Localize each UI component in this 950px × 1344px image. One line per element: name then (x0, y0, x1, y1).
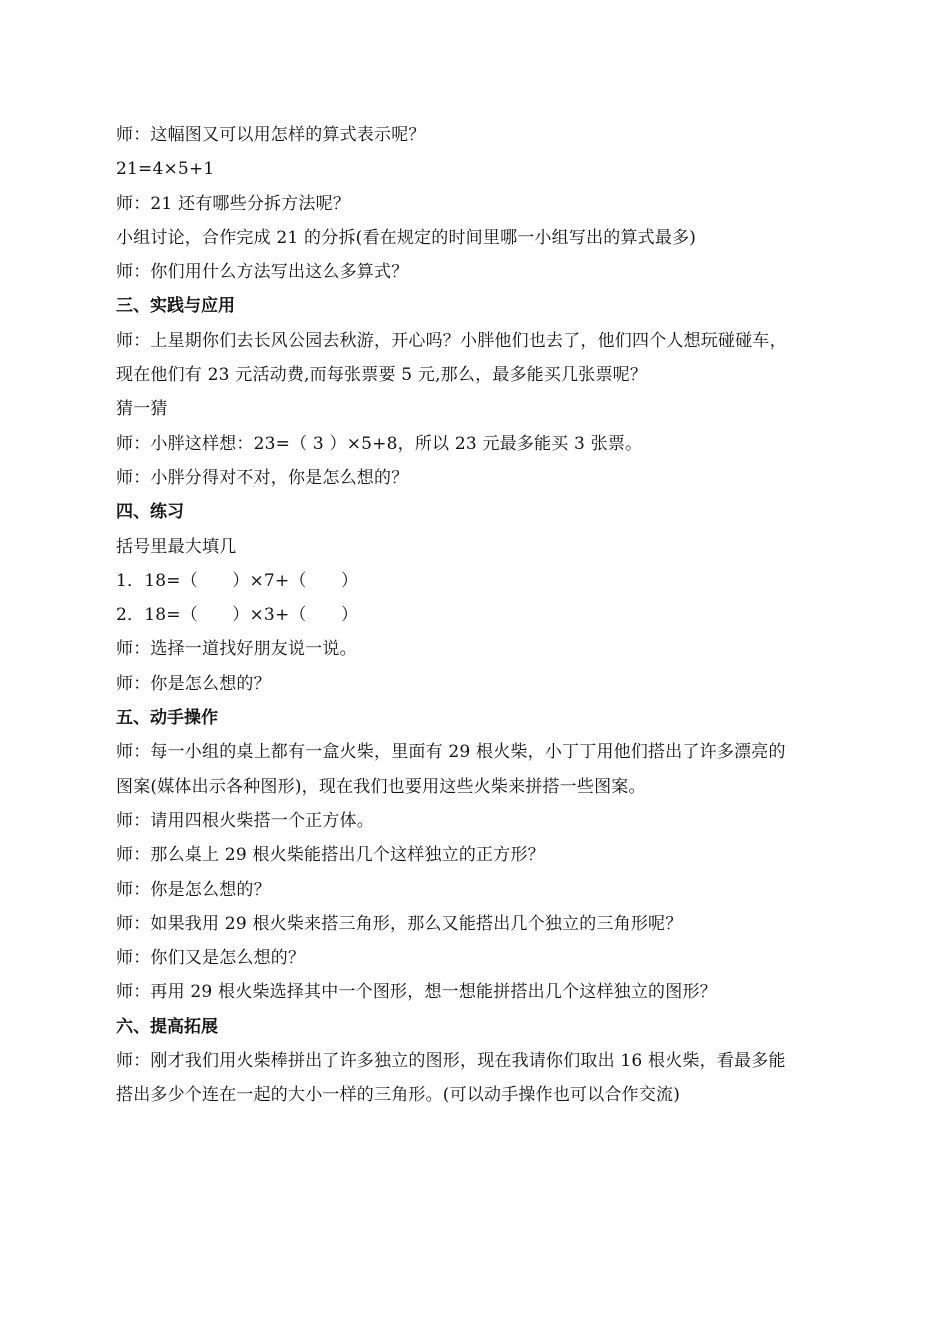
exercise-item: 2．18=（ ）×3+（ ） (116, 605, 359, 626)
dialogue-line: 师：这幅图又可以用怎样的算式表示呢？ (116, 125, 426, 145)
dialogue-line: 师：再用 29 根火柴选择其中一个图形，想一想能拼搭出几个这样独立的图形？ (116, 982, 717, 1003)
dialogue-line: 师：请用四根火柴搭一个正方体。 (116, 810, 374, 831)
dialogue-line: 师：选择一道找好朋友说一说。 (116, 639, 357, 660)
dialogue-line: 师：小胖这样想：23=（ 3 ）×5+8，所以 23 元最多能买 3 张票。 (116, 433, 643, 454)
dialogue-line: 师：那么桌上 29 根火柴能搭出几个这样独立的正方形？ (116, 845, 545, 866)
dialogue-line: 师：21 还有哪些分拆方法呢？ (116, 193, 351, 214)
section-heading-4: 四、练习 (116, 502, 184, 523)
dialogue-line: 师：你是怎么想的？ (116, 673, 271, 694)
document-page (116, 118, 838, 1113)
equation-line: 21=4×5+1 (116, 159, 215, 180)
paragraph-2 (116, 735, 838, 804)
dialogue-line: 师：你们又是怎么想的？ (116, 948, 306, 969)
instruction-line: 猜一猜 (116, 399, 168, 420)
paragraph-1 (116, 324, 838, 393)
exercise-item: 1．18=（ ）×7+（ ） (116, 570, 359, 591)
instruction-line: 括号里最大填几 (116, 536, 237, 557)
paragraph-line: 师：刚才我们用火柴棒拼出了许多独立的图形，现在我请你们取出 16 根火柴，看最多能 (116, 1051, 786, 1072)
paragraph-line: 搭出多少个连在一起的大小一样的三角形。(可以动手操作也可以合作交流) (116, 1085, 681, 1106)
paragraph-line: 现在他们有 23 元活动费,而每张票要 5 元,那么，最多能买几张票呢？ (116, 365, 648, 386)
dialogue-line: 师：你是怎么想的？ (116, 879, 271, 900)
paragraph-line: 师：上星期你们去长风公园去秋游，开心吗？小胖他们也去了，他们四个人想玩碰碰车， (116, 330, 787, 351)
dialogue-line: 师：小胖分得对不对，你是怎么想的？ (116, 467, 409, 488)
instruction-line: 小组讨论，合作完成 21 的分拆(看在规定的时间里哪一小组写出的算式最多) (116, 227, 697, 248)
section-heading-3: 三、实践与应用 (116, 296, 235, 317)
section-heading-5: 五、动手操作 (116, 708, 218, 729)
paragraph-3 (116, 1044, 838, 1113)
paragraph-line: 师：每一小组的桌上都有一盒火柴，里面有 29 根火柴，小丁丁用他们搭出了许多漂亮的 (116, 742, 786, 763)
dialogue-line: 师：如果我用 29 根火柴来搭三角形，那么又能搭出几个独立的三角形呢？ (116, 913, 683, 934)
section-heading-6: 六、提高拓展 (116, 1016, 218, 1037)
paragraph-line: 图案(媒体出示各种图形)，现在我们也要用这些火柴来拼搭一些图案。 (116, 776, 646, 797)
dialogue-line: 师：你们用什么方法写出这么多算式？ (116, 262, 409, 283)
